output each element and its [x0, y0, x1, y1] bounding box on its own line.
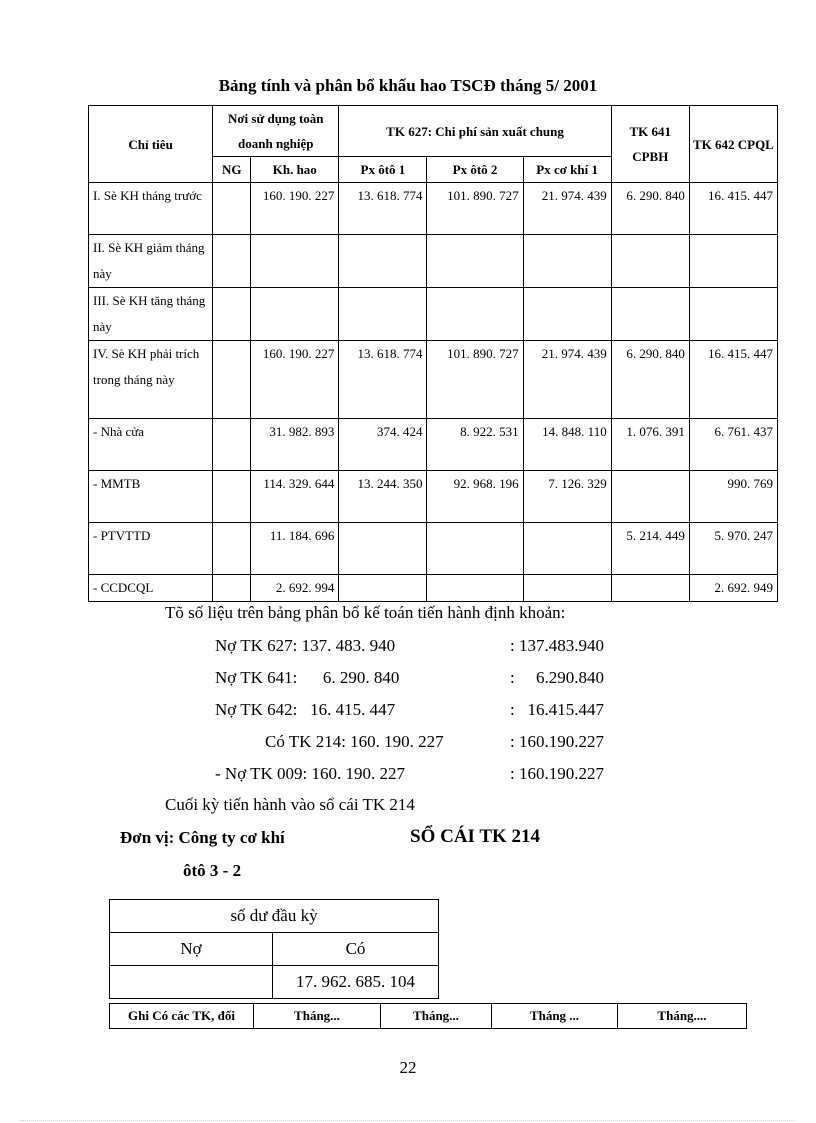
cell-tk642: 16. 415. 447: [689, 183, 777, 235]
footer-divider: [20, 1120, 796, 1121]
cell-px-oto-1: [339, 235, 427, 288]
cell-tk641: 1. 076. 391: [611, 419, 689, 471]
ledger-title: SỔ CÁI TK 214: [410, 826, 541, 847]
header-tk642: TK 642 CPQL: [689, 106, 777, 183]
entry-account: Nợ TK 627: 137. 483. 940: [215, 636, 396, 655]
cell-px-co-khi-1: 7. 126. 329: [523, 471, 611, 523]
balance-title: số dư đầu kỳ: [110, 900, 439, 933]
cell-px-co-khi-1: [523, 288, 611, 341]
entry-amount: : 160.190.227: [510, 764, 604, 783]
entry-amount: : 160.190.227: [510, 732, 604, 751]
unit-label: Đơn vị: Công ty cơ khí: [120, 828, 285, 847]
entry-account: Nợ TK 642: 16. 415. 447: [215, 700, 396, 719]
cell-tk642: [689, 288, 777, 341]
depreciation-table: [88, 105, 778, 602]
cell-px-co-khi-1: 21. 974. 439: [523, 183, 611, 235]
table-row: [89, 288, 778, 341]
ledger-col-thang: Tháng...: [254, 1004, 381, 1029]
table-row: [89, 235, 778, 288]
cell-tk641: 6. 290. 840: [611, 341, 689, 419]
header-ng: NG: [213, 157, 251, 183]
cell-px-co-khi-1: [523, 235, 611, 288]
cell-px-co-khi-1: [523, 523, 611, 575]
cell-kh-hao: 31. 982. 893: [251, 419, 339, 471]
cell-tk641: [611, 235, 689, 288]
cell-kh-hao: 160. 190. 227: [251, 341, 339, 419]
intro-text: Tõ số liệu trên bảng phân bổ kế toán tiến hành định khoản:: [165, 603, 566, 622]
cell-ng: [213, 183, 251, 235]
row-label: I. Sè KH tháng trước: [89, 183, 213, 235]
unit-name-line-2: ôtô 3 - 2: [183, 861, 242, 880]
table-row: [89, 183, 778, 235]
header-px-co-khi-1: Px cơ khí 1: [523, 157, 611, 183]
header-noi-su-dung: Nơi sử dụng toàn doanh nghiệp: [213, 106, 339, 157]
header-px-oto-2: Px ôtô 2: [427, 157, 523, 183]
row-label: III. Sè KH tăng tháng này: [89, 288, 213, 341]
cell-kh-hao: [251, 235, 339, 288]
entry-amount: : 16.415.447: [510, 700, 604, 719]
opening-balance-table: [109, 899, 439, 999]
cell-px-oto-2: 8. 922. 531: [427, 419, 523, 471]
cell-tk642: 2. 692. 949: [689, 575, 777, 602]
ledger-col-thang: Tháng....: [618, 1004, 747, 1029]
cell-px-oto-1: 374. 424: [339, 419, 427, 471]
cell-tk642: 5. 970. 247: [689, 523, 777, 575]
row-label: - MMTB: [89, 471, 213, 523]
table-row: [89, 471, 778, 523]
row-label: IV. Sè KH phải trích trong tháng này: [89, 341, 213, 419]
cell-kh-hao: [251, 288, 339, 341]
cell-px-oto-2: 92. 968. 196: [427, 471, 523, 523]
balance-no-value: [110, 966, 273, 999]
cell-tk641: 6. 290. 840: [611, 183, 689, 235]
cell-tk642: [689, 235, 777, 288]
table-row: [89, 523, 778, 575]
header-chi-tieu: Chỉ tiêu: [89, 106, 213, 183]
cell-kh-hao: 114. 329. 644: [251, 471, 339, 523]
page-number: 22: [399, 1058, 417, 1077]
header-tk627: TK 627: Chi phí sản xuất chung: [339, 106, 611, 157]
ledger-col-ghi-co: Ghi Có các TK, đối: [110, 1004, 254, 1029]
cell-ng: [213, 288, 251, 341]
cell-kh-hao: 2. 692. 994: [251, 575, 339, 602]
balance-co-value: 17. 962. 685. 104: [273, 966, 439, 999]
cell-px-oto-1: 13. 618. 774: [339, 341, 427, 419]
cell-tk642: 990. 769: [689, 471, 777, 523]
cell-ng: [213, 523, 251, 575]
entry-account: - Nợ TK 009: 160. 190. 227: [215, 764, 406, 783]
cell-px-oto-2: 101. 890. 727: [427, 341, 523, 419]
cell-px-oto-2: [427, 288, 523, 341]
row-label: - Nhà cửa: [89, 419, 213, 471]
cell-px-co-khi-1: 21. 974. 439: [523, 341, 611, 419]
ledger-col-thang: Tháng ...: [492, 1004, 618, 1029]
table-row: [89, 419, 778, 471]
cell-tk642: 16. 415. 447: [689, 341, 777, 419]
ledger-col-thang: Tháng...: [381, 1004, 492, 1029]
row-label: II. Sè KH giảm tháng này: [89, 235, 213, 288]
cell-px-oto-1: 13. 618. 774: [339, 183, 427, 235]
cell-ng: [213, 235, 251, 288]
entry-account: Nợ TK 641: 6. 290. 840: [215, 668, 400, 687]
closing-text: Cuối kỳ tiến hành vào sổ cái TK 214: [165, 795, 415, 814]
cell-kh-hao: 160. 190. 227: [251, 183, 339, 235]
entry-account: Có TK 214: 160. 190. 227: [265, 732, 444, 751]
cell-px-oto-1: 13. 244. 350: [339, 471, 427, 523]
header-kh-hao: Kh. hao: [251, 157, 339, 183]
balance-no-header: Nợ: [110, 933, 273, 966]
table-row: [89, 341, 778, 419]
cell-ng: [213, 419, 251, 471]
cell-px-oto-1: [339, 288, 427, 341]
cell-px-oto-2: 101. 890. 727: [427, 183, 523, 235]
cell-tk641: [611, 288, 689, 341]
cell-tk642: 6. 761. 437: [689, 419, 777, 471]
header-tk641: TK 641 CPBH: [611, 106, 689, 183]
cell-px-oto-2: [427, 235, 523, 288]
cell-kh-hao: 11. 184. 696: [251, 523, 339, 575]
table-title: Bảng tính và phân bổ khấu hao TSCĐ tháng 5/ 2001: [218, 76, 598, 95]
cell-tk641: [611, 575, 689, 602]
entry-amount: : 6.290.840: [510, 668, 604, 687]
cell-px-oto-1: [339, 523, 427, 575]
ledger-header-table: [109, 1003, 747, 1029]
row-label: - PTVTTD: [89, 523, 213, 575]
header-px-oto-1: Px ôtô 1: [339, 157, 427, 183]
row-label: - CCDCQL: [89, 575, 213, 602]
cell-tk641: [611, 471, 689, 523]
cell-px-oto-2: [427, 523, 523, 575]
cell-tk641: 5. 214. 449: [611, 523, 689, 575]
cell-ng: [213, 471, 251, 523]
entry-amount: : 137.483.940: [510, 636, 604, 655]
balance-co-header: Có: [273, 933, 439, 966]
cell-ng: [213, 341, 251, 419]
cell-px-co-khi-1: 14. 848. 110: [523, 419, 611, 471]
